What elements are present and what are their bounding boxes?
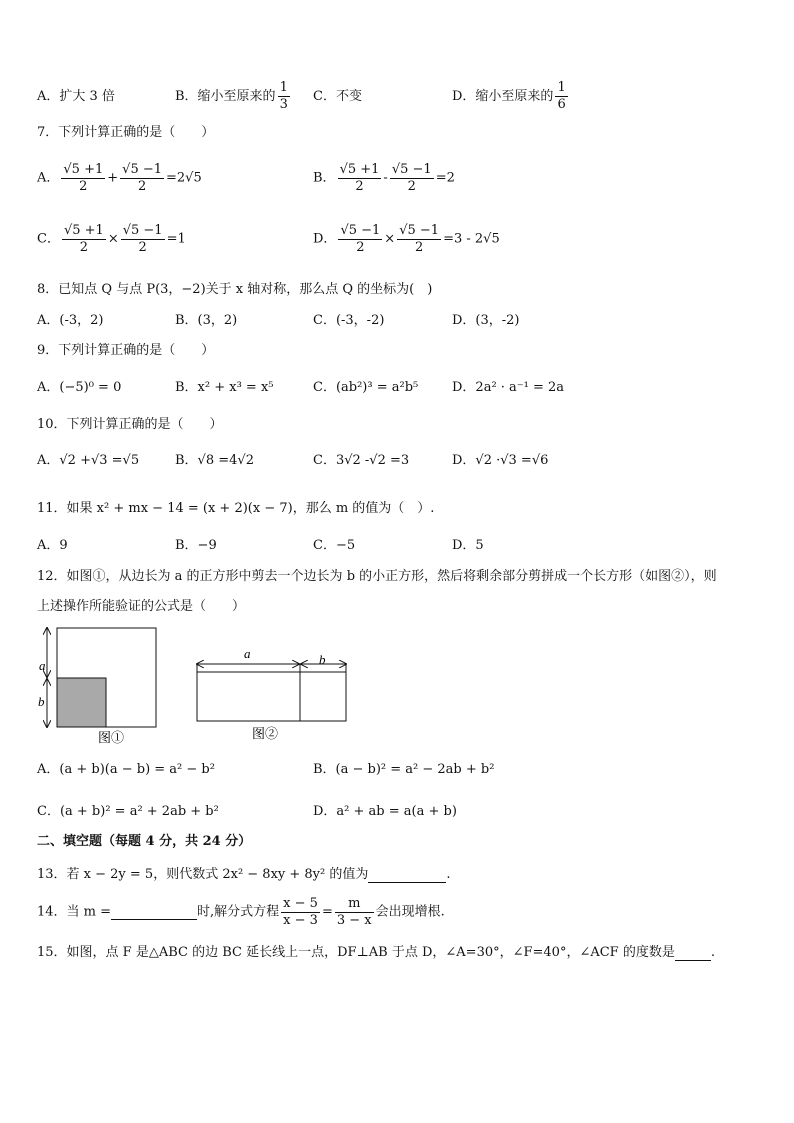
q9-option-d: D．2a² · a⁻¹ = 2a — [452, 380, 565, 395]
q10-option-b: B．√8 =4√2 — [175, 453, 254, 468]
fig2-label-a: a — [244, 646, 251, 661]
fig2-right-rect — [300, 672, 346, 721]
section2-heading: 二、填空题（每题 4 分，共 24 分） — [37, 834, 252, 849]
q9-option-a: A．(−5)⁰ = 0 — [37, 380, 122, 395]
q8-option-a: A．(-3，2) — [37, 313, 104, 328]
q7-stem: 7．下列计算正确的是（ ） — [37, 125, 215, 140]
q15-text: 15．如图，点 F 是△ABC 的边 BC 延长线上一点，DF⊥AB 于点 D，∠A=30°，∠F=40°，∠ACF 的度数是 — [37, 945, 675, 960]
q8-option-c: C．(-3，-2) — [313, 313, 385, 328]
q11-option-a: A．9 — [37, 538, 68, 553]
q9-stem: 9．下列计算正确的是（ ） — [37, 343, 215, 358]
fig2-caption: 图② — [252, 726, 279, 741]
fig1-caption: 图① — [98, 730, 125, 745]
q12-option-a: A．(a + b)(a − b) = a² − b² — [37, 762, 215, 777]
q7-option-c: C． $\frac{√5 +1}{2}$ × $\frac{√5 -1}{2}$ =1 — [37, 223, 186, 255]
q9-option-b: B．x² + x³ = x⁵ — [175, 380, 274, 395]
fig2-label-b: b — [319, 652, 326, 667]
q6-option-d-fraction: $\frac{1}{6}$ — [557, 80, 566, 112]
q8-option-d: D．(3，-2) — [452, 313, 520, 328]
q12-stem-line2: 上述操作所能验证的公式是（ ） — [37, 599, 246, 614]
q10-option-c: C．3√2 -√2 =3 — [313, 453, 410, 468]
q10-option-a: A．√2 +√3 =√5 — [37, 453, 140, 468]
q15-answer-blank[interactable] — [675, 944, 711, 961]
q8-option-b: B．(3，2) — [175, 313, 238, 328]
fig1-label-b: b — [38, 694, 45, 709]
q7-option-d: D． $\frac{√5 -1}{2}$ × $\frac{√5 -1}{2}$ =3 - 2√5 — [313, 223, 500, 255]
q6-option-d — [452, 80, 570, 113]
q14: 14．当 m = 时,解分式方程 $\frac{x - 5}{x - 3}$ = $\frac{m}{3 - x}$ 会出现增根. — [37, 896, 445, 928]
q9-option-c: C．(ab²)³ = a²b⁵ — [313, 380, 419, 395]
q6-option-a: A．扩大 3 倍 — [37, 89, 115, 104]
q12-stem-line1: 12．如图①，从边长为 a 的正方形中剪去一个边长为 b 的小正方形，然后将剩余部分剪拼成一个长方形（如图②），则 — [37, 569, 717, 584]
q6-option-d-text: D．缩小至原来的 — [452, 89, 554, 104]
q11-option-b: B．−9 — [175, 538, 217, 553]
q14-answer-blank[interactable] — [111, 905, 197, 920]
q12-option-d: D．a² + ab = a(a + b) — [313, 804, 457, 819]
q15: 15．如图，点 F 是△ABC 的边 BC 延长线上一点，DF⊥AB 于点 D，∠A=30°，∠F=40°，∠ACF 的度数是 . — [37, 945, 715, 960]
q8-stem: 8．已知点 Q 与点 P(3，−2)关于 x 轴对称，那么点 Q 的坐标为( ) — [37, 282, 433, 297]
q11-stem: 11．如果 x² + mx − 14 = (x + 2)(x − 7)，那么 m 的值为（ ）. — [37, 501, 435, 516]
q7-option-b: B． $\frac{√5 +1}{2}$ - $\frac{√5 -1}{2}$ =2 — [313, 162, 455, 194]
q7-option-a: A． $\frac{√5 +1}{2}$ + $\frac{√5 -1}{2}$ =2√5 — [37, 162, 202, 194]
q6-option-b — [175, 80, 292, 113]
q13-answer-blank[interactable] — [368, 866, 446, 883]
q10-option-d: D．√2 ·√3 =√6 — [452, 453, 549, 468]
q12-option-c: C．(a + b)² = a² + 2ab + b² — [37, 804, 219, 819]
q10-stem: 10．下列计算正确的是（ ） — [37, 417, 223, 432]
q6-option-c: C．不变 — [313, 89, 362, 104]
q11-option-c: C．−5 — [313, 538, 356, 553]
q13-text: 13．若 x − 2y = 5，则代数式 2x² − 8xy + 8y² 的值为 — [37, 867, 369, 882]
q11-option-d: D．5 — [452, 538, 484, 553]
fig1-small-square — [57, 678, 106, 727]
q6-option-b-text: B．缩小至原来的 — [175, 89, 276, 104]
q12-option-b: B．(a − b)² = a² − 2ab + b² — [313, 762, 495, 777]
q14-text-pre: 14．当 m = — [37, 904, 112, 920]
fig2-left-rect — [197, 672, 300, 721]
q6-option-b-fraction: $\frac{1}{3}$ — [279, 80, 288, 112]
q12-figures — [30, 620, 360, 750]
q13: 13．若 x − 2y = 5，则代数式 2x² − 8xy + 8y² 的值为 . — [37, 867, 451, 882]
fig1-label-a: a — [39, 658, 46, 673]
